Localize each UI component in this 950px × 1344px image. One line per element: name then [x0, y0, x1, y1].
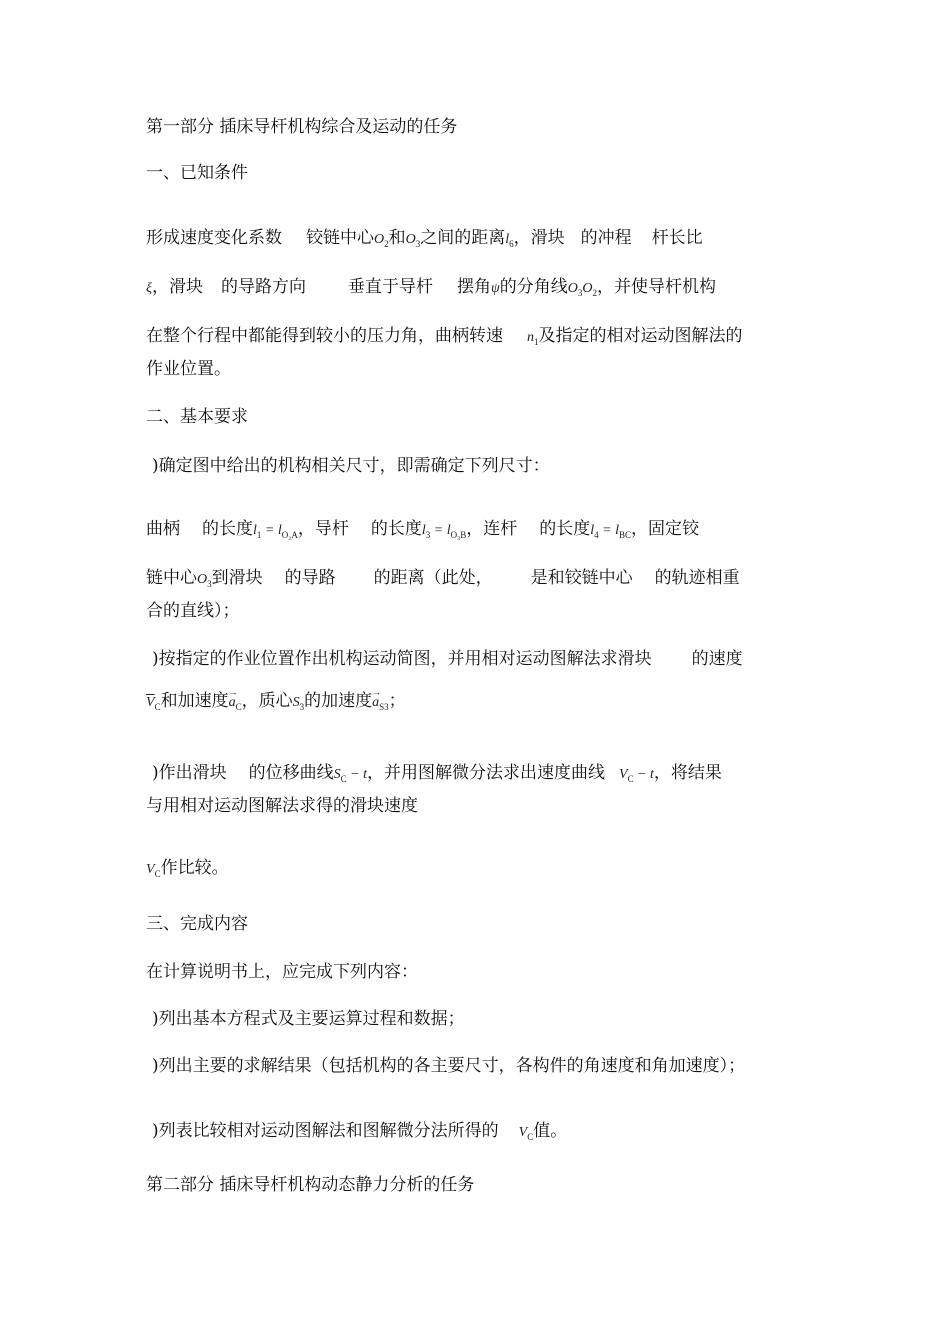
known-conditions-line4: 作业位置。: [146, 359, 231, 379]
text: ，并用图解微分法求出速度曲线: [367, 763, 605, 783]
text: ，滑块: [513, 228, 565, 248]
content-intro: 在计算说明书上，应完成下列内容：: [146, 962, 418, 982]
text: ，连杆: [466, 519, 518, 539]
math-l3: $l_3 = l_{O_3B}$: [421, 523, 467, 540]
text: ，质心: [241, 691, 293, 711]
math-l1: $l_1 = l_{O_2A}$: [253, 523, 298, 540]
part1-title: 第一部分 插床导杆机构综合及运动的任务: [146, 117, 458, 137]
content-item-1: )列出基本方程式及主要运算过程和数据；: [152, 1009, 465, 1029]
text: 垂直于导杆: [348, 277, 433, 297]
requirement-1: )确定图中给出的机构相关尺寸，即需确定下列尺寸：: [152, 456, 550, 476]
text: 杆长比: [651, 228, 703, 248]
text: 的导路: [284, 568, 336, 588]
section1-heading: 一、已知条件: [146, 163, 248, 183]
text: 到滑块: [211, 568, 263, 588]
math-sc-t: $S_C - t$: [333, 767, 367, 784]
math-l6: $l_6$: [505, 232, 514, 249]
text: 的位移曲线: [248, 763, 334, 783]
text: ，并使导杆机构: [596, 277, 716, 297]
text: ，将结果: [653, 763, 722, 783]
text: 和: [388, 228, 406, 248]
text: 和加速度: [160, 691, 229, 711]
text: 的冲程: [580, 228, 632, 248]
text: 的长度: [539, 519, 591, 539]
requirement-3: [152, 762, 722, 790]
section3-heading: 三、完成内容: [146, 914, 248, 934]
math-vc-t: $V_C - t$: [619, 767, 654, 784]
text: )按指定的作业位置作出机构运动简图，并用相对运动图解法求滑块: [152, 649, 652, 669]
part2-title: 第二部分 插床导杆机构动态静力分析的任务: [146, 1175, 475, 1195]
text: 曲柄: [146, 519, 180, 539]
math-psi: ψ: [491, 281, 500, 296]
text: ，滑块: [152, 277, 203, 297]
math-o2: $O_2$: [374, 232, 389, 249]
content-item-2: )列出主要的求解结果（包括机构的各主要尺寸，各构件的角速度和角加速度）；: [152, 1056, 746, 1076]
requirement-1-line4: 合的直线）；: [146, 601, 240, 621]
text: 值。: [533, 1121, 568, 1141]
math-vc: $\overline{V}_C$: [146, 695, 161, 712]
text: ，固定铰: [631, 519, 699, 539]
text: 链中心: [146, 568, 197, 588]
text: 的轨迹相重: [654, 568, 740, 588]
math-o3: $O_3$: [197, 572, 212, 589]
math-vc: $V_C$: [146, 862, 161, 879]
text: 形成速度变化系数: [146, 228, 282, 248]
text: 的导路方向: [221, 277, 306, 297]
text: )列表比较相对运动图解法和图解微分法所得的: [152, 1121, 499, 1141]
text: 的加速度: [304, 691, 373, 711]
text: 是和铰链中心: [530, 568, 633, 588]
known-conditions-line1: [146, 227, 703, 255]
known-conditions-line3: [146, 325, 743, 353]
requirement-2: [152, 648, 743, 670]
text: ，导杆: [297, 519, 349, 539]
text: 的分角线: [499, 277, 568, 297]
requirement-3-line2: 与用相对运动图解法求得的滑块速度: [146, 796, 418, 816]
requirement-1-line2: [146, 518, 699, 546]
known-conditions-line2: [146, 276, 716, 304]
text: 的距离（此处，: [373, 568, 493, 588]
content-item-3: [152, 1120, 567, 1148]
text: 的长度: [370, 519, 422, 539]
text: 在整个行程中都能得到较小的压力角，曲柄转速: [146, 326, 503, 346]
text: 的长度: [202, 519, 253, 539]
section2-heading: 二、基本要求: [146, 407, 248, 427]
text: 铰链中心: [306, 228, 374, 248]
math-vc: $V_C$: [518, 1125, 534, 1142]
math-l4: $l_4 = l_{BC}$: [590, 523, 631, 540]
math-s3: $S_3$: [292, 695, 305, 712]
text: 之间的距离: [420, 228, 506, 248]
math-xi: ξ: [146, 281, 152, 296]
requirement-1-line3: [146, 567, 740, 595]
text: 及指定的相对运动图解法的: [538, 326, 743, 346]
math-n1: $n_1$: [527, 330, 539, 347]
math-o3: $O_3$: [405, 232, 421, 249]
math-o3o2: $O_3O_2$: [567, 281, 597, 298]
math-ac: → $a_C$: [229, 695, 242, 710]
requirement-3-line3: [146, 857, 229, 885]
text: )作出滑块: [152, 763, 227, 783]
requirement-2-line2: [146, 690, 406, 718]
text: 的速度: [691, 649, 743, 669]
text: 摆角: [457, 277, 491, 297]
text: ；: [388, 691, 406, 711]
math-as3: → $a_{S3}$: [372, 695, 389, 710]
text: 作比较。: [160, 858, 229, 878]
